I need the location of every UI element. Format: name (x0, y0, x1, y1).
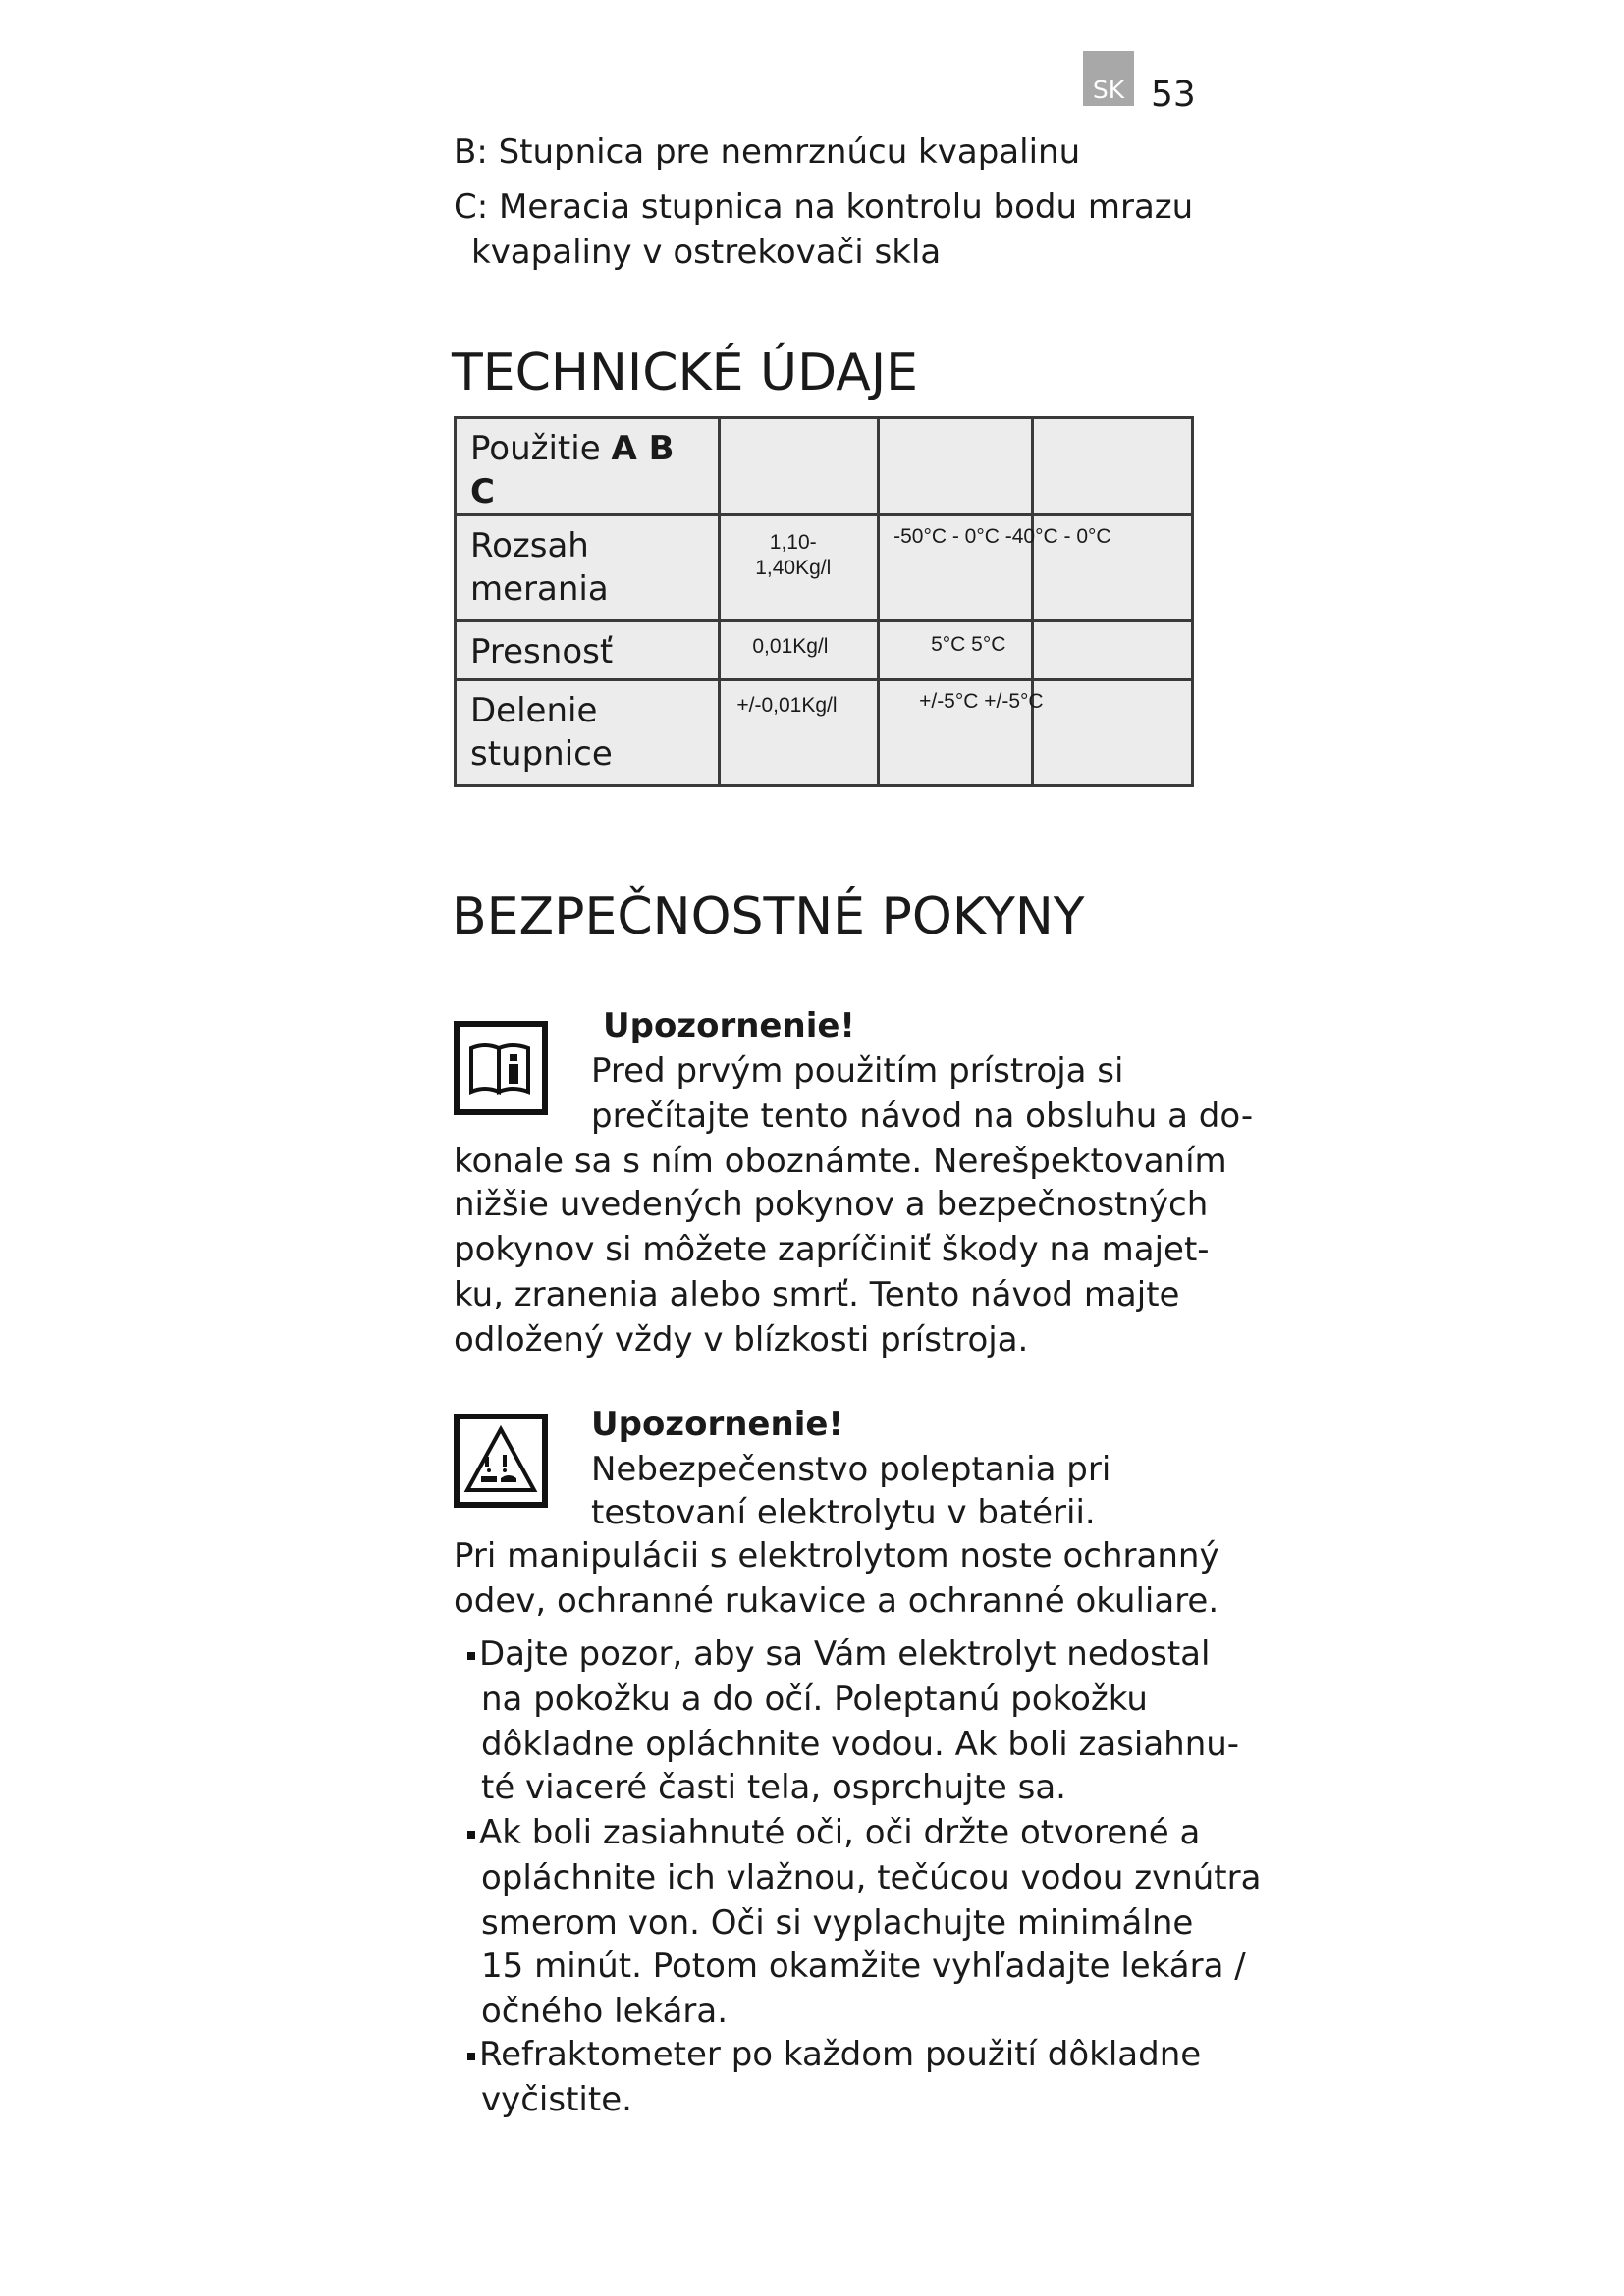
precision-b-cell (879, 621, 1033, 680)
warning2-line: Pri manipulácii s elektrolytom noste ochranný (454, 1536, 1219, 1575)
manual-info-icon (454, 1021, 548, 1115)
bullet-item: Ak boli zasiahnuté oči, oči držte otvorené a (467, 1810, 1200, 1855)
division-label-cell: Delenie stupnice (456, 680, 720, 786)
warning1-line: ku, zranenia alebo smrť. Tento návod majte (454, 1275, 1180, 1314)
warning1-line: konale sa s ním oboznámte. Nerešpektovaním (454, 1142, 1227, 1181)
bullet-continuation: 15 minút. Potom okamžite vyhľadajte lekára / (481, 1947, 1246, 1986)
bullet-icon (467, 1831, 475, 1839)
table-row (456, 680, 1193, 786)
warning1-heading: Upozornenie! (603, 1006, 855, 1045)
corrosive-hazard-icon (454, 1414, 548, 1508)
warning1-line: Pred prvým použitím prístroja si (591, 1051, 1124, 1091)
bullet-continuation: na pokožku a do očí. Poleptanú pokožku (481, 1680, 1148, 1719)
usage-letters: A B C (470, 429, 675, 511)
usage-label-cell: Použitie A B C (456, 418, 720, 515)
warning2-line: Nebezpečenstvo poleptania pri (591, 1450, 1111, 1489)
warning1-line: pokynov si môžete zapríčiniť škody na majet- (454, 1230, 1210, 1269)
division-bc-value: +/-5°C +/-5°C (919, 690, 1044, 713)
bullet-icon (467, 1652, 475, 1660)
safety-title: BEZPEČNOSTNÉ POKYNY (452, 887, 1085, 946)
warning1-line: nižšie uvedených pokynov a bezpečnostných (454, 1185, 1209, 1224)
intro-line-b: B: Stupnica pre nemrznúcu kvapalinu (454, 133, 1081, 172)
technical-table (454, 416, 1194, 787)
range-label-cell: Rozsah merania (456, 515, 720, 621)
technical-title: TECHNICKÉ ÚDAJE (452, 344, 919, 402)
precision-a-cell: 0,01Kg/l (720, 621, 879, 680)
bullet-icon (467, 2053, 475, 2060)
bullet-continuation: smerom von. Oči si vyplachujte minimálne (481, 1903, 1194, 1943)
bullet-continuation: dôkladne opláchnite vodou. Ak boli zasiahnu- (481, 1725, 1240, 1764)
bullet-item: Dajte pozor, aby sa Vám elektrolyt nedostal (467, 1631, 1210, 1677)
range-bc-value: -50°C - 0°C -40°C - 0°C (893, 525, 1111, 548)
bullet-continuation: vyčistite. (481, 2080, 632, 2119)
warning1-line: odložený vždy v blízkosti prístroja. (454, 1320, 1029, 1360)
language-badge: SK (1083, 51, 1134, 106)
warning2-heading: Upozornenie! (591, 1405, 843, 1444)
warning1-line: prečítajte tento návod na obsluhu a do- (591, 1096, 1254, 1136)
bullet-continuation: očného lekára. (481, 1992, 729, 2031)
warning2-line: odev, ochranné rukavice a ochranné okuliare. (454, 1581, 1219, 1621)
range-a-cell: 1,10- 1,40Kg/l (720, 515, 879, 621)
intro-line-c2: kvapaliny v ostrekovači skla (471, 233, 942, 272)
table-row (456, 418, 1193, 515)
precision-bc-value: 5°C 5°C (931, 633, 1006, 656)
intro-line-c1: C: Meracia stupnica na kontrolu bodu mrazu (454, 187, 1194, 227)
precision-label-cell: Presnosť (456, 621, 720, 680)
bullet-item: Refraktometer po každom použití dôkladne (467, 2032, 1201, 2077)
table-row (456, 515, 1193, 621)
range-b-cell (879, 515, 1111, 621)
warning2-line: testovaní elektrolytu v batérii. (591, 1493, 1096, 1532)
division-a-cell: +/-0,01Kg/l (720, 680, 879, 786)
bullet-continuation: té viaceré časti tela, osprchujte sa. (481, 1768, 1066, 1807)
division-b-cell (879, 680, 1044, 786)
table-row (456, 621, 1193, 680)
bullet-continuation: opláchnite ich vlažnou, tečúcou vodou zvnútra (481, 1858, 1262, 1897)
page-number: 53 (1151, 75, 1196, 115)
